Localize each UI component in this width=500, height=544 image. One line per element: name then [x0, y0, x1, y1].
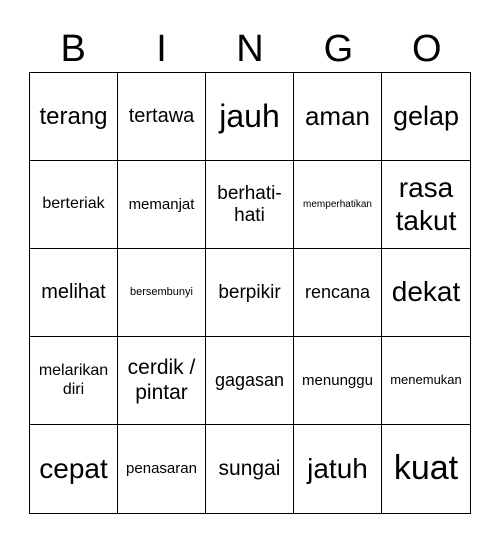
header-letter-n: N [236, 28, 264, 70]
bingo-cell[interactable]: rencana [294, 249, 382, 337]
header-letter-i: I [156, 28, 167, 70]
bingo-cell[interactable]: rasa takut [382, 161, 470, 249]
bingo-cell[interactable]: penasaran [118, 425, 206, 513]
bingo-cell[interactable]: bersembunyi [118, 249, 206, 337]
bingo-cell[interactable]: aman [294, 73, 382, 161]
bingo-cell[interactable]: dekat [382, 249, 470, 337]
bingo-cell[interactable]: terang [30, 73, 118, 161]
bingo-cell[interactable]: cepat [30, 425, 118, 513]
bingo-cell[interactable]: memperhatikan [294, 161, 382, 249]
bingo-cell[interactable]: melarikan diri [30, 337, 118, 425]
bingo-cell[interactable]: menunggu [294, 337, 382, 425]
bingo-cell[interactable]: menemukan [382, 337, 470, 425]
bingo-cell[interactable]: tertawa [118, 73, 206, 161]
bingo-header [29, 26, 471, 72]
bingo-cell[interactable]: memanjat [118, 161, 206, 249]
bingo-cell[interactable]: berhati-hati [206, 161, 294, 249]
bingo-cell[interactable]: kuat [393, 449, 459, 488]
bingo-cell[interactable]: sungai [206, 425, 294, 513]
bingo-board [29, 72, 471, 514]
header-letter-o: O [411, 28, 442, 70]
bingo-cell[interactable]: melihat [30, 249, 118, 337]
bingo-cell[interactable]: jatuh [294, 425, 382, 513]
bingo-cell[interactable]: berteriak [30, 161, 118, 249]
header-letter-b: B [60, 28, 86, 70]
bingo-cell[interactable]: jauh [206, 73, 294, 161]
bingo-cell[interactable]: gelap [382, 73, 470, 161]
bingo-cell[interactable]: gagasan [206, 337, 294, 425]
bingo-cell[interactable]: cerdik / pintar [118, 337, 206, 425]
header-letter-g: G [323, 28, 354, 70]
bingo-cell[interactable]: berpikir [206, 249, 294, 337]
